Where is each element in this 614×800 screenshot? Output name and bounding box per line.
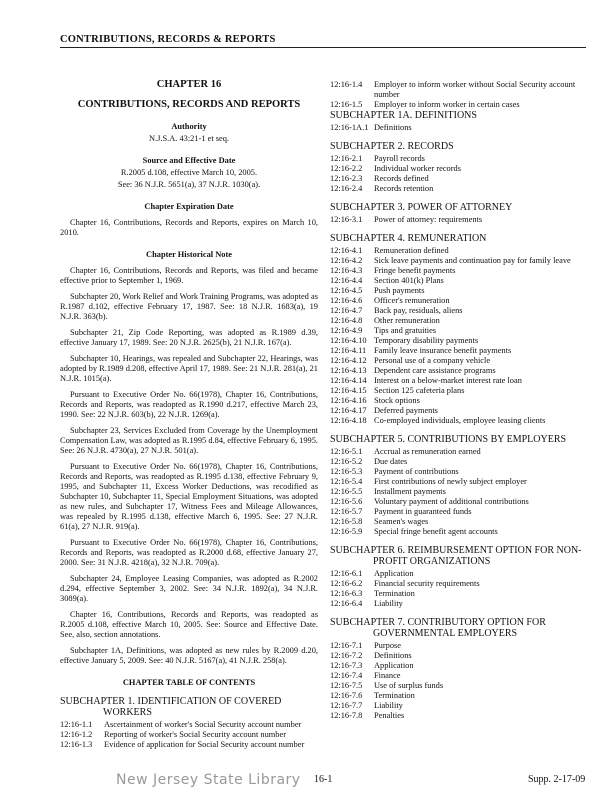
toc-entry: [330, 366, 586, 376]
section-number: 12:16-4.11: [330, 346, 367, 355]
toc-entry: [60, 740, 318, 750]
toc-entry: [330, 406, 586, 416]
toc-heading: CHAPTER TABLE OF CONTENTS: [122, 678, 256, 687]
toc-entry: [330, 527, 586, 537]
history-paragraph: Pursuant to Executive Order No. 66(1978), Chapter 16, Contributions, Records and Reports, was readopted as R.1990 d.217, effective March 23, 1990. See: 22 N.J.R. 603(b), 22 N.J.R. 1269(a).: [60, 390, 318, 419]
section-number: 12:16-5.7: [330, 507, 363, 516]
section-title: Temporary disability payments: [374, 336, 479, 345]
section-number: 12:16-1.1: [60, 720, 93, 729]
section-number: 12:16-5.9: [330, 527, 363, 536]
subchapter-title-line-1: SUBCHAPTER 7. CONTRIBUTORY OPTION FOR: [330, 617, 546, 628]
section-number: 12:16-4.8: [330, 316, 363, 325]
toc-entry: [330, 579, 586, 589]
history-notes: [60, 266, 318, 666]
toc-entry: [330, 661, 586, 671]
library-watermark: New Jersey State Library: [116, 772, 301, 788]
section-number: 12:16-3.1: [330, 215, 363, 224]
toc-list: [60, 720, 318, 750]
section-number: 12:16-5.4: [330, 477, 363, 486]
section-title: Termination: [374, 589, 415, 598]
toc-entry: [330, 174, 586, 184]
section-number: 12:16-7.8: [330, 711, 363, 720]
section-title: Ascertainment of worker's Social Security account number: [104, 720, 302, 729]
history-paragraph: Subchapter 20, Work Relief and Work Training Programs, was adopted as R.1987 d.102, effective February 17, 1987. See: 18 N.J.R. 1683(a), 19 N.J.R. 363(b).: [60, 292, 318, 321]
toc-entry: [330, 266, 586, 276]
section-title: Special fringe benefit agent accounts: [374, 527, 498, 536]
toc-entry: [330, 599, 586, 609]
toc-entry: [330, 376, 586, 386]
subchapter-heading: [330, 110, 586, 121]
source-text-1: R.2005 d.108, effective March 10, 2005.: [120, 168, 258, 177]
history-paragraph: Subchapter 24, Employee Leasing Companies, was adopted as R.2002 d.294, effective September 3, 2002. See: 34 N.J.R. 1892(a), 34 N.J.R. 3089(a).: [60, 574, 318, 603]
section-title: Voluntary payment of additional contributions: [374, 497, 529, 506]
toc-entry: [330, 296, 586, 306]
authority-text: N.J.S.A. 43:21-1 et seq.: [148, 134, 230, 143]
section-title: Payroll records: [374, 154, 425, 163]
section-title: Interest on a below-market interest rate loan: [374, 376, 522, 385]
toc-entry: [330, 326, 586, 336]
history-paragraph: Chapter 16, Contributions, Records and Reports, was readopted as R.2005 d.108, effective March 10, 2005. See: Source and Effective Date. See, also, section annotations.: [60, 610, 318, 639]
section-number: 12:16-1A.1: [330, 123, 369, 132]
section-number: 12:16-4.18: [330, 416, 367, 425]
section-title: Individual worker records: [374, 164, 461, 173]
section-number: 12:16-7.3: [330, 661, 363, 670]
toc-entry: [330, 517, 586, 527]
expiration-text: Chapter 16, Contributions, Records and Reports, expires on March 10, 2010.: [60, 218, 318, 237]
toc-entry: [330, 467, 586, 477]
toc-entry: [330, 276, 586, 286]
history-heading: Chapter Historical Note: [146, 250, 232, 259]
section-title: Power of attorney: requirements: [374, 215, 483, 224]
toc-entry: [60, 720, 318, 730]
toc-entry: [330, 100, 586, 110]
section-title: Evidence of application for Social Security account number: [104, 740, 305, 749]
section-number: 12:16-1.3: [60, 740, 93, 749]
section-title: Termination: [374, 691, 415, 700]
section-title: Penalties: [374, 711, 405, 720]
section-number: 12:16-7.2: [330, 651, 363, 660]
section-number: 12:16-4.3: [330, 266, 363, 275]
page-number: 16-1: [314, 774, 333, 785]
section-number: 12:16-4.2: [330, 256, 363, 265]
toc-entry: [330, 497, 586, 507]
subchapter-heading: [330, 617, 586, 639]
section-title: Seamen's wages: [374, 517, 429, 526]
section-title: Liability: [374, 701, 403, 710]
source-text-2: See: 36 N.J.R. 5651(a), 37 N.J.R. 1030(a).: [117, 180, 261, 189]
section-title: Accrual as remuneration earned: [374, 447, 481, 456]
toc-entry: [330, 641, 586, 651]
section-title: Records defined: [374, 174, 429, 183]
section-number: 12:16-4.10: [330, 336, 367, 345]
section-title: Due dates: [374, 457, 408, 466]
history-paragraph: Pursuant to Executive Order No. 66(1978), Chapter 16, Contributions, Records and Reports, was readopted as R.2000 d.68, effective January 27, 2000. See: 31 N.J.R. 4218(a), 32 N.J.R. 709(a).: [60, 538, 318, 567]
section-title: Dependent care assistance programs: [374, 366, 496, 375]
right-column: [330, 80, 586, 721]
toc-entry: [330, 396, 586, 406]
section-title: Employer to inform worker without Social Security account number: [374, 80, 576, 99]
section-number: 12:16-5.2: [330, 457, 363, 466]
section-title: Payment in guaranteed funds: [374, 507, 472, 516]
section-number: 12:16-4.7: [330, 306, 363, 315]
subchapter-title-line-1: SUBCHAPTER 1. IDENTIFICATION OF COVERED: [60, 696, 282, 707]
subchapter-heading: [330, 233, 586, 244]
toc-entry: [330, 711, 586, 721]
section-title: Application: [374, 661, 414, 670]
toc-entry: [330, 701, 586, 711]
section-title: Financial security requirements: [374, 579, 480, 588]
subchapter-title-line-2: PROFIT ORGANIZATIONS: [373, 556, 491, 567]
subchapter-title-line-2: WORKERS: [103, 707, 152, 718]
running-header: CONTRIBUTIONS, RECORDS & REPORTS: [60, 34, 276, 45]
toc-entry: [330, 184, 586, 194]
section-title: Officer's remuneration: [374, 296, 450, 305]
toc-entry: [330, 651, 586, 661]
section-number: 12:16-7.4: [330, 671, 363, 680]
section-number: 12:16-2.2: [330, 164, 363, 173]
section-number: 12:16-4.1: [330, 246, 363, 255]
section-title: Tips and gratuities: [374, 326, 437, 335]
section-title: Use of surplus funds: [374, 681, 444, 690]
toc-entry: [330, 164, 586, 174]
section-title: Other remuneration: [374, 316, 440, 325]
toc-entry: [330, 589, 586, 599]
section-title: Finance: [374, 671, 401, 680]
header-rule: [60, 47, 586, 48]
section-number: 12:16-6.4: [330, 599, 363, 608]
toc-entry: [330, 123, 586, 133]
subchapter-title-line-1: SUBCHAPTER 1A. DEFINITIONS: [330, 110, 477, 121]
section-title: Definitions: [374, 651, 412, 660]
section-title: Employer to inform worker in certain cases: [374, 100, 520, 109]
section-number: 12:16-2.3: [330, 174, 363, 183]
toc-entry: [330, 154, 586, 164]
subchapter-title-line-1: SUBCHAPTER 6. REIMBURSEMENT OPTION FOR NON-: [330, 545, 582, 556]
section-title: Stock options: [374, 396, 420, 405]
section-number: 12:16-4.16: [330, 396, 367, 405]
subchapter-heading: [330, 202, 586, 213]
section-title: Family leave insurance benefit payments: [374, 346, 512, 355]
section-number: 12:16-4.13: [330, 366, 367, 375]
toc-entry: [330, 681, 586, 691]
toc-entry: [330, 671, 586, 681]
section-number: 12:16-4.14: [330, 376, 367, 385]
section-title: Personal use of a company vehicle: [374, 356, 491, 365]
toc-entry: [330, 487, 586, 497]
authority-heading: Authority: [171, 122, 207, 131]
section-number: 12:16-6.2: [330, 579, 363, 588]
section-number: 12:16-7.6: [330, 691, 363, 700]
toc-entry: [330, 306, 586, 316]
section-number: 12:16-1.5: [330, 100, 363, 109]
toc-entry: [330, 691, 586, 701]
section-number: 12:16-1.2: [60, 730, 93, 739]
toc-entry: [330, 416, 586, 426]
toc-entry: [330, 447, 586, 457]
subchapter-heading: [330, 545, 586, 567]
toc-list-continued: [330, 80, 586, 110]
subchapter-title-line-1: SUBCHAPTER 3. POWER OF ATTORNEY: [330, 202, 513, 213]
expiration-heading: Chapter Expiration Date: [144, 202, 234, 211]
section-title: Deferred payments: [374, 406, 438, 415]
subchapter-title-line-2: GOVERNMENTAL EMPLOYERS: [373, 628, 518, 639]
toc-entry: [330, 386, 586, 396]
section-number: 12:16-7.1: [330, 641, 363, 650]
history-paragraph: Subchapter 21, Zip Code Reporting, was adopted as R.1989 d.39, effective January 17, 1989. See: 20 N.J.R. 2625(b), 21 N.J.R. 167(a).: [60, 328, 318, 347]
section-number: 12:16-4.17: [330, 406, 367, 415]
source-heading: Source and Effective Date: [142, 156, 236, 165]
section-title: Sick leave payments and continuation pay for family leave: [374, 256, 571, 265]
section-number: 12:16-6.3: [330, 589, 363, 598]
toc-entry: [330, 336, 586, 346]
section-number: 12:16-6.1: [330, 569, 363, 578]
section-number: 12:16-5.8: [330, 517, 363, 526]
section-number: 12:16-4.5: [330, 286, 363, 295]
history-paragraph: Chapter 16, Contributions, Records and Reports, was filed and became effective prior to September 1, 1969.: [60, 266, 318, 285]
toc-entry: [330, 356, 586, 366]
section-title: Records retention: [374, 184, 434, 193]
section-number: 12:16-4.9: [330, 326, 363, 335]
section-title: Section 125 cafeteria plans: [374, 386, 465, 395]
section-title: Reporting of worker's Social Security account number: [104, 730, 286, 739]
chapter-title: CONTRIBUTIONS, RECORDS AND REPORTS: [77, 99, 301, 110]
section-title: Definitions: [374, 123, 412, 132]
subchapter-heading: [330, 141, 586, 152]
section-title: Liability: [374, 599, 403, 608]
section-title: First contributions of newly subject employer: [374, 477, 527, 486]
history-paragraph: Subchapter 1A, Definitions, was adopted as new rules by R.2009 d.20, effective January 5, 2009. See: 40 N.J.R. 5167(a), 41 N.J.R. 258(a).: [60, 646, 318, 665]
subchapter-heading: [60, 696, 318, 718]
section-number: 12:16-4.4: [330, 276, 363, 285]
section-number: 12:16-4.15: [330, 386, 367, 395]
toc-entry: [330, 215, 586, 225]
section-number: 12:16-2.1: [330, 154, 363, 163]
section-title: Co-employed individuals, employee leasing clients: [374, 416, 546, 425]
section-number: 12:16-4.12: [330, 356, 367, 365]
section-number: 12:16-2.4: [330, 184, 363, 193]
history-paragraph: Subchapter 10, Hearings, was repealed and Subchapter 22, Hearings, was adopted by R.1989 d.208, effective April 17, 1989. See: 21 N.J.R. 281(a), 21 N.J.R. 1015(a).: [60, 354, 318, 383]
section-title: Push payments: [374, 286, 425, 295]
toc-entry: [330, 569, 586, 579]
section-number: 12:16-5.1: [330, 447, 363, 456]
section-title: Application: [374, 569, 414, 578]
subchapter-title-line-1: SUBCHAPTER 2. RECORDS: [330, 141, 454, 152]
section-title: Remuneration defined: [374, 246, 449, 255]
section-title: Purpose: [374, 641, 401, 650]
section-title: Section 401(k) Plans: [374, 276, 444, 285]
toc-entry: [60, 730, 318, 740]
section-title: Installment payments: [374, 487, 446, 496]
toc-entry: [330, 286, 586, 296]
toc-entry: [330, 80, 586, 100]
section-number: 12:16-4.6: [330, 296, 363, 305]
toc-entry: [330, 246, 586, 256]
section-number: 12:16-1.4: [330, 80, 363, 89]
section-number: 12:16-5.5: [330, 487, 363, 496]
section-number: 12:16-5.6: [330, 497, 363, 506]
section-number: 12:16-7.7: [330, 701, 363, 710]
subchapter-heading: [330, 434, 586, 445]
section-title: Fringe benefit payments: [374, 266, 456, 275]
history-paragraph: Subchapter 23, Services Excluded from Coverage by the Unemployment Compensation Law, was adopted as R.1995 d.84, effective February 6, 1995. See: 26 N.J.R. 4730(a), 27 N.J.R. 501(a).: [60, 426, 318, 455]
left-column: [60, 80, 318, 750]
subchapter-title-line-1: SUBCHAPTER 4. REMUNERATION: [330, 233, 487, 244]
toc-entry: [330, 507, 586, 517]
toc-entry: [330, 457, 586, 467]
history-paragraph: Pursuant to Executive Order No. 66(1978), Chapter 16, Contributions, Records and Reports, was readopted as R.1995 d.138, effective February 9, 1995, and Subchapter 11, Excess Worker Deductions, was recodified as Subchapter 10, Subchapter 11, Special Employment Situations, was adopted as new rules, and Subchapter 17, Witness Fees and Mileage Allowances, was repealed by R.1995 d.138, effective March 6, 1995. See: 27 N.J.R. 61(a), 27 N.J.R. 919(a).: [60, 462, 318, 531]
toc-entry: [330, 256, 586, 266]
supplement-date: Supp. 2-17-09: [528, 774, 586, 785]
section-number: 12:16-5.3: [330, 467, 363, 476]
toc-entry: [330, 477, 586, 487]
subchapter-title-line-1: SUBCHAPTER 5. CONTRIBUTIONS BY EMPLOYERS: [330, 434, 567, 445]
section-title: Payment of contributions: [374, 467, 459, 476]
section-number: 12:16-7.5: [330, 681, 363, 690]
section-title: Back pay, residuals, aliens: [374, 306, 463, 315]
chapter-label: CHAPTER 16: [156, 79, 222, 90]
toc-entry: [330, 346, 586, 356]
toc-entry: [330, 316, 586, 326]
toc-subchapters: [330, 110, 586, 721]
